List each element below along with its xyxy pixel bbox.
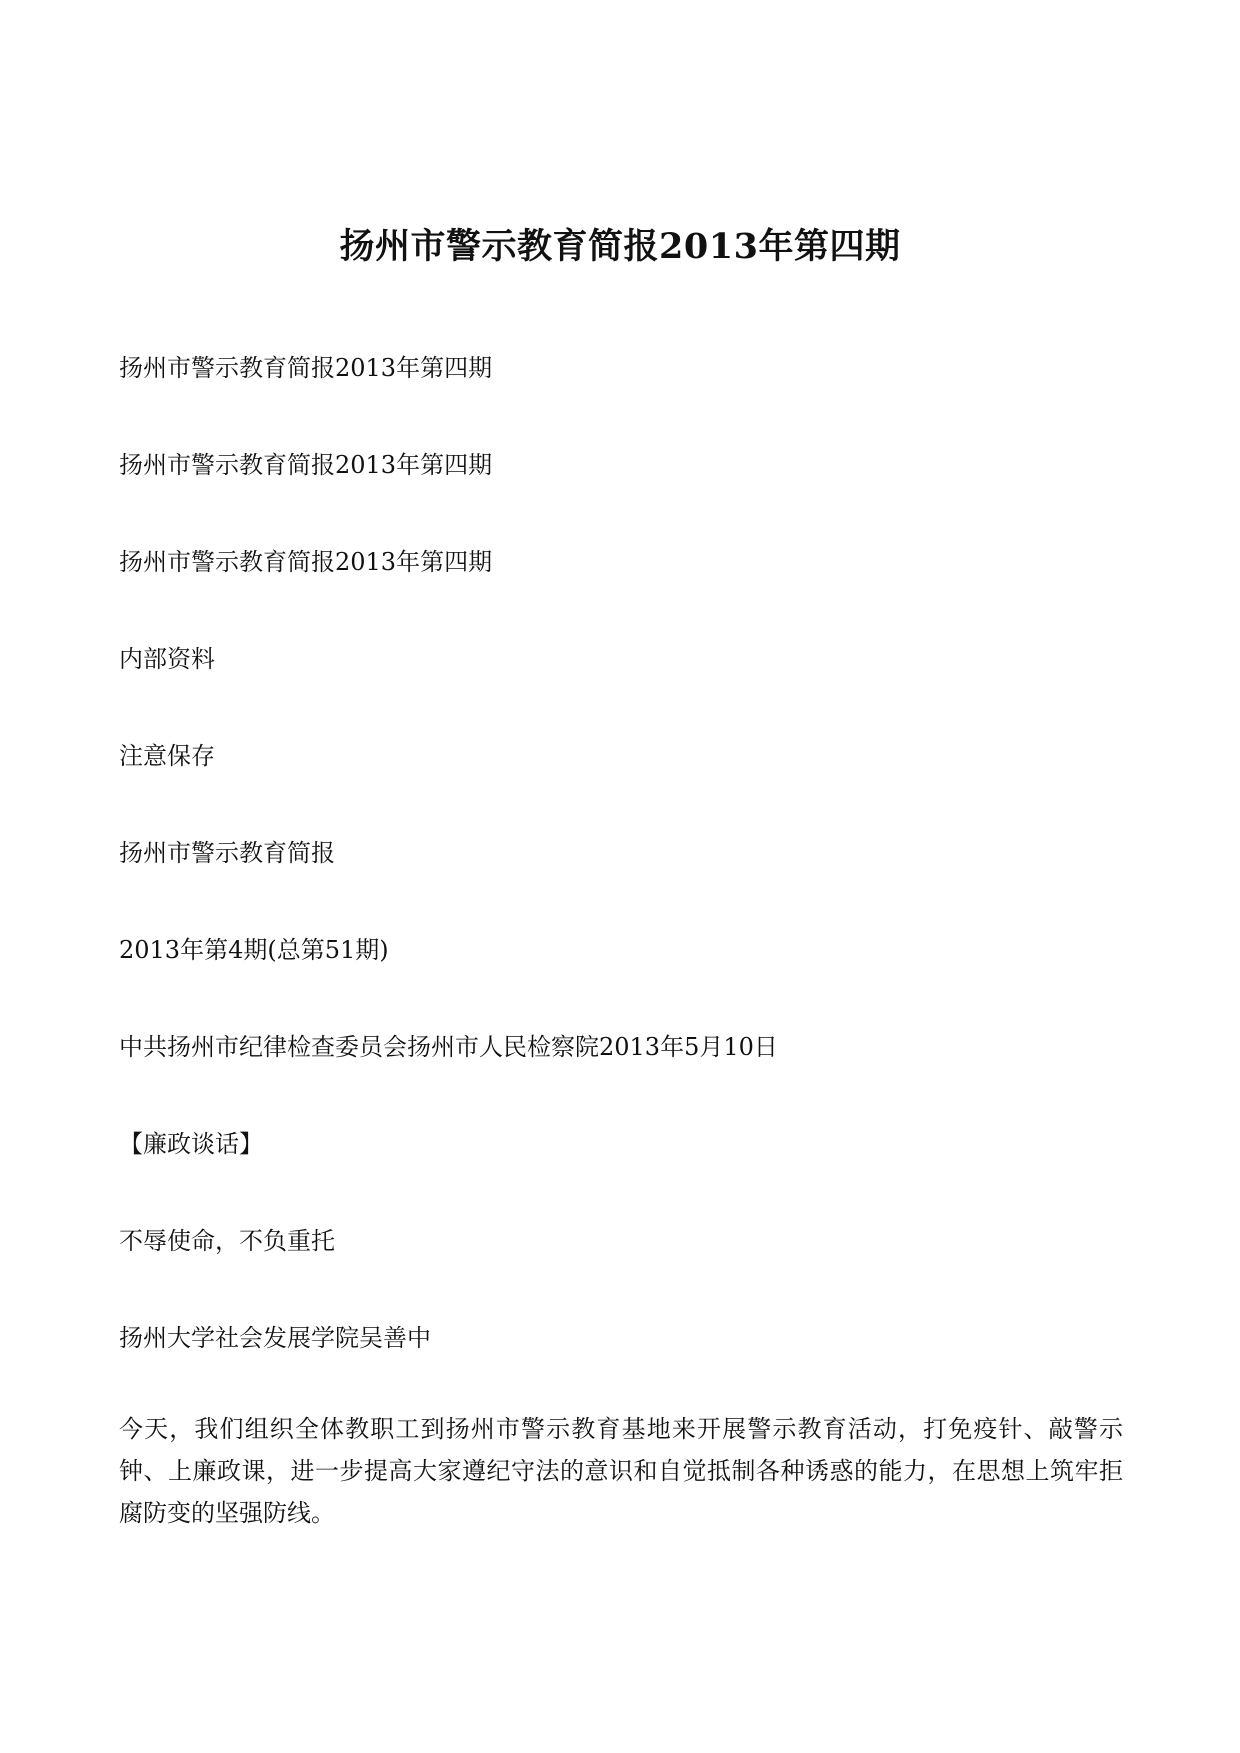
article-author: 扬州大学社会发展学院吴善中	[119, 1324, 431, 1352]
section-heading: 【廉政谈话】	[119, 1130, 263, 1158]
bulletin-name: 扬州市警示教育简报	[119, 839, 335, 867]
article-title: 不辱使命，不负重托	[119, 1227, 335, 1255]
title-repeat-line-2: 扬州市警示教育简报2013年第四期	[119, 451, 493, 479]
issuer-and-date: 中共扬州市纪律检查委员会扬州市人民检察院2013年5月10日	[119, 1033, 778, 1061]
keep-notice-label: 注意保存	[119, 742, 215, 770]
internal-material-label: 内部资料	[119, 645, 215, 673]
document-title: 扬州市警示教育简报2013年第四期	[339, 226, 901, 267]
title-repeat-line-3: 扬州市警示教育简报2013年第四期	[119, 548, 493, 576]
issue-number: 2013年第4期(总第51期)	[119, 936, 389, 964]
body-paragraph: 今天，我们组织全体教职工到扬州市警示教育基地来开展警示教育活动，打免疫针、敲警示钟、上廉政课，进一步提高大家遵纪守法的意识和自觉抵制各种诱惑的能力，在思想上筑牢拒腐防变的坚强防线。	[119, 1415, 1123, 1527]
title-repeat-line-1: 扬州市警示教育简报2013年第四期	[119, 354, 493, 382]
